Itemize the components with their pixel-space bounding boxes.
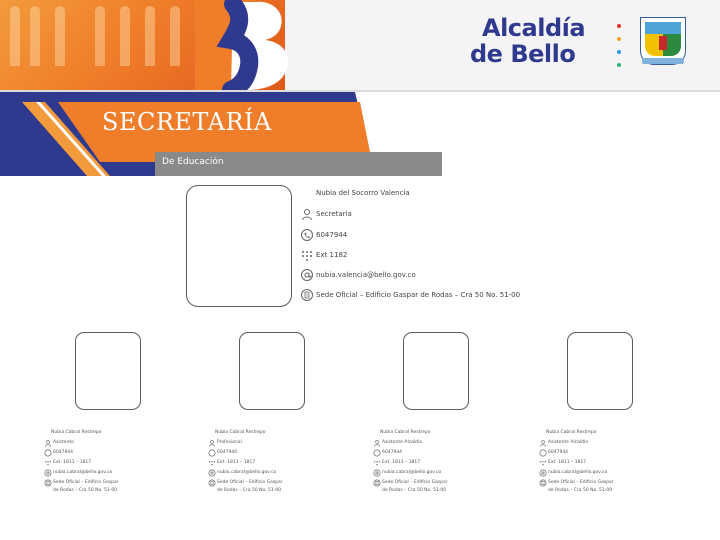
- person-icon: [44, 439, 52, 447]
- staff-address: Sede Oficial – Edificio Gaspar: [53, 480, 119, 485]
- staff-address-line2: de Rodas – Cra 50 No. 51-00: [382, 488, 447, 493]
- brand-dot-red: [617, 24, 621, 28]
- staff-email[interactable]: nubia.cabral@bello.gov.co: [548, 470, 608, 475]
- head-email[interactable]: nubia.valencia@bello.gov.co: [316, 271, 416, 279]
- staff-photo-placeholder: [403, 332, 469, 410]
- head-role-row: [300, 207, 352, 221]
- staff-address-line2: de Rodas – Cra 50 No. 51-00: [548, 488, 613, 493]
- building-icon: [373, 479, 381, 487]
- staff-name: Nubia Cabral Restrepo: [380, 430, 431, 435]
- brand-dot-yellow: [617, 37, 621, 41]
- header-banner: [0, 0, 720, 90]
- head-address-row: [300, 288, 520, 302]
- staff-photo-placeholder: [239, 332, 305, 410]
- phone-icon: [539, 449, 547, 457]
- extension-icon: [44, 459, 52, 467]
- building-icon: [300, 288, 314, 302]
- email-icon: [44, 469, 52, 477]
- person-icon: [539, 439, 547, 447]
- head-photo-placeholder: [186, 185, 292, 307]
- phone-icon: [44, 449, 52, 457]
- head-role: Secretaria: [316, 210, 352, 218]
- email-icon: [300, 268, 314, 282]
- brand-dot-blue: [617, 50, 621, 54]
- brand-title-line1: Alcaldía: [482, 14, 586, 42]
- staff-name: Nubia Cabral Restrepo: [215, 430, 266, 435]
- staff-extension: Ext. 1811 – 1817: [217, 460, 256, 465]
- extension-icon: [208, 459, 216, 467]
- extension-icon: [539, 459, 547, 467]
- person-icon: [373, 439, 381, 447]
- email-icon: [373, 469, 381, 477]
- building-icon: [539, 479, 547, 487]
- head-address: Sede Oficial – Edificio Gaspar de Rodas – Cra 50 No. 51-00: [316, 291, 521, 299]
- staff-email[interactable]: nubia.cabral@bello.gov.co: [53, 470, 113, 475]
- head-phone: 6047944: [316, 231, 348, 239]
- building-icon: [44, 479, 52, 487]
- staff-role: Asistente: [53, 440, 74, 445]
- staff-name: Nubia Cabral Restrepo: [51, 430, 102, 435]
- phone-icon: [373, 449, 381, 457]
- extension-icon: [300, 248, 314, 262]
- head-phone-row: [300, 228, 347, 242]
- staff-email[interactable]: nubia.cabral@bello.gov.co: [382, 470, 442, 475]
- staff-extension: Ext. 1811 – 1817: [53, 460, 92, 465]
- staff-phone: 6047944: [217, 450, 238, 455]
- extension-icon: [373, 459, 381, 467]
- brand-title-line2: de Bello: [470, 40, 576, 68]
- phone-icon: [300, 228, 314, 242]
- person-icon: [208, 439, 216, 447]
- section-title: SECRETARÍA: [102, 108, 272, 136]
- staff-role: Asistente Alcaldía: [548, 440, 589, 445]
- email-icon: [539, 469, 547, 477]
- staff-phone: 6047944: [382, 450, 403, 455]
- staff-address: Sede Oficial – Edificio Gaspar: [217, 480, 283, 485]
- staff-address-line2: de Rodas – Cra 50 No. 51-00: [217, 488, 282, 493]
- staff-name: Nubia Cabral Restrepo: [546, 430, 597, 435]
- building-icon: [208, 479, 216, 487]
- staff-phone: 6047944: [548, 450, 569, 455]
- staff-role: Asistente Alcaldía: [382, 440, 423, 445]
- head-email-row: [300, 268, 416, 282]
- section-subtitle: De Educación: [162, 157, 224, 167]
- brand-dot-green: [617, 63, 621, 67]
- bello-b-logo: [195, 0, 305, 90]
- email-icon: [208, 469, 216, 477]
- staff-extension: Ext. 1811 – 1817: [382, 460, 421, 465]
- staff-role: Profesional: [217, 440, 242, 445]
- person-icon: [300, 207, 314, 221]
- crest-ribbon: [642, 58, 684, 64]
- staff-extension: Ext. 1811 – 1817: [548, 460, 587, 465]
- staff-email[interactable]: nubia.cabral@bello.gov.co: [217, 470, 277, 475]
- staff-photo-placeholder: [567, 332, 633, 410]
- head-extension: Ext 1182: [316, 251, 348, 259]
- head-ext-row: [300, 248, 347, 262]
- phone-icon: [208, 449, 216, 457]
- head-name: Nubia del Socorro Valencia: [316, 189, 410, 197]
- staff-address-line2: de Rodas – Cra 50 No. 51-00: [53, 488, 118, 493]
- staff-address: Sede Oficial – Edificio Gaspar: [548, 480, 614, 485]
- staff-phone: 6047944: [53, 450, 74, 455]
- staff-photo-placeholder: [75, 332, 141, 410]
- staff-address: Sede Oficial – Edificio Gaspar: [382, 480, 448, 485]
